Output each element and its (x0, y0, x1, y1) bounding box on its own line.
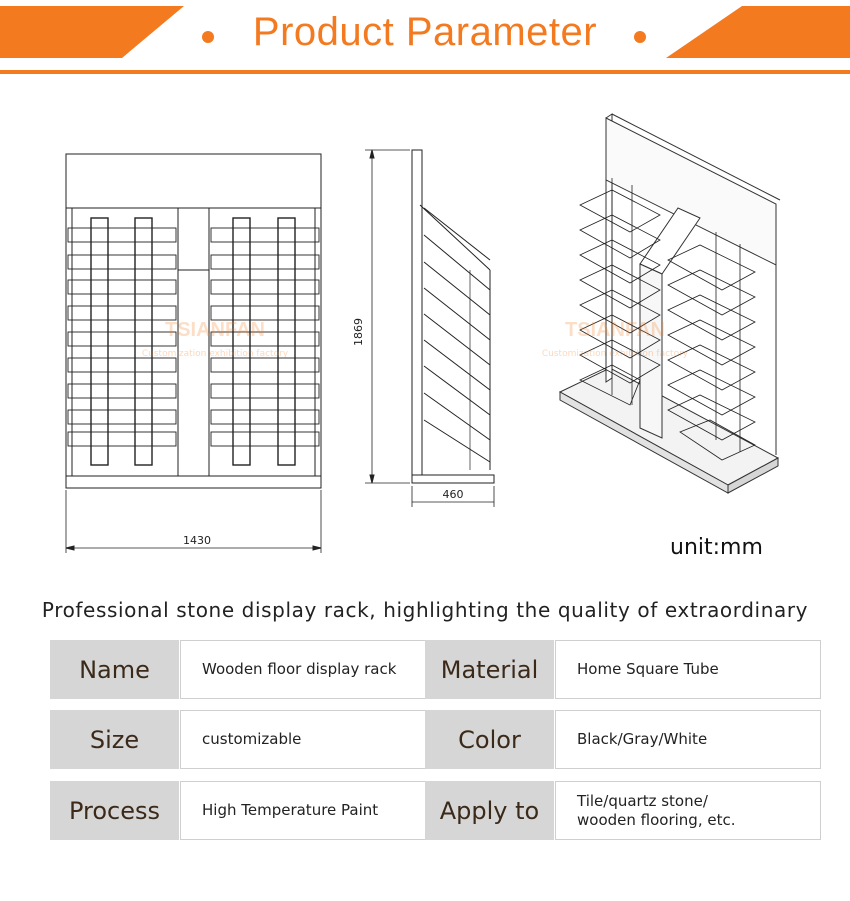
watermark-sub-left: Customization exhibition factory (141, 349, 289, 359)
param-label: Name (50, 640, 179, 699)
param-label: Apply to (425, 781, 554, 840)
isometric-view (560, 114, 780, 493)
watermark-brand-left: TSIANFAN (165, 319, 265, 341)
table-row (50, 710, 800, 769)
technical-drawing (0, 90, 850, 570)
param-label: Size (50, 710, 179, 769)
param-value: Black/Gray/White (555, 710, 821, 769)
width-dimension-label: 1430 (183, 534, 211, 547)
param-value: Tile/quartz stone/ wooden flooring, etc. (555, 781, 821, 840)
param-label: Process (50, 781, 179, 840)
banner-underline (0, 70, 850, 74)
param-value: Wooden floor display rack (180, 640, 446, 699)
param-value: High Temperature Paint (180, 781, 446, 840)
table-row (50, 781, 800, 840)
side-view (365, 150, 494, 507)
table-row (50, 640, 800, 699)
watermark-sub-right: Customization exhibition factory (541, 349, 689, 359)
param-label: Material (425, 640, 554, 699)
page-title: Product Parameter (252, 10, 598, 54)
height-dimension-label: 1869 (352, 318, 365, 346)
param-value: Home Square Tube (555, 640, 821, 699)
watermark-brand-right: TSIANFAN (565, 319, 665, 341)
param-value: customizable (180, 710, 446, 769)
header-banner (0, 0, 850, 76)
rack-drawings (0, 90, 850, 570)
depth-dimension-label: 460 (442, 488, 464, 501)
param-label: Color (425, 710, 554, 769)
unit-label: unit:mm (670, 535, 763, 560)
headline: Professional stone display rack, highlighting the quality of extraordinary (41, 598, 809, 622)
